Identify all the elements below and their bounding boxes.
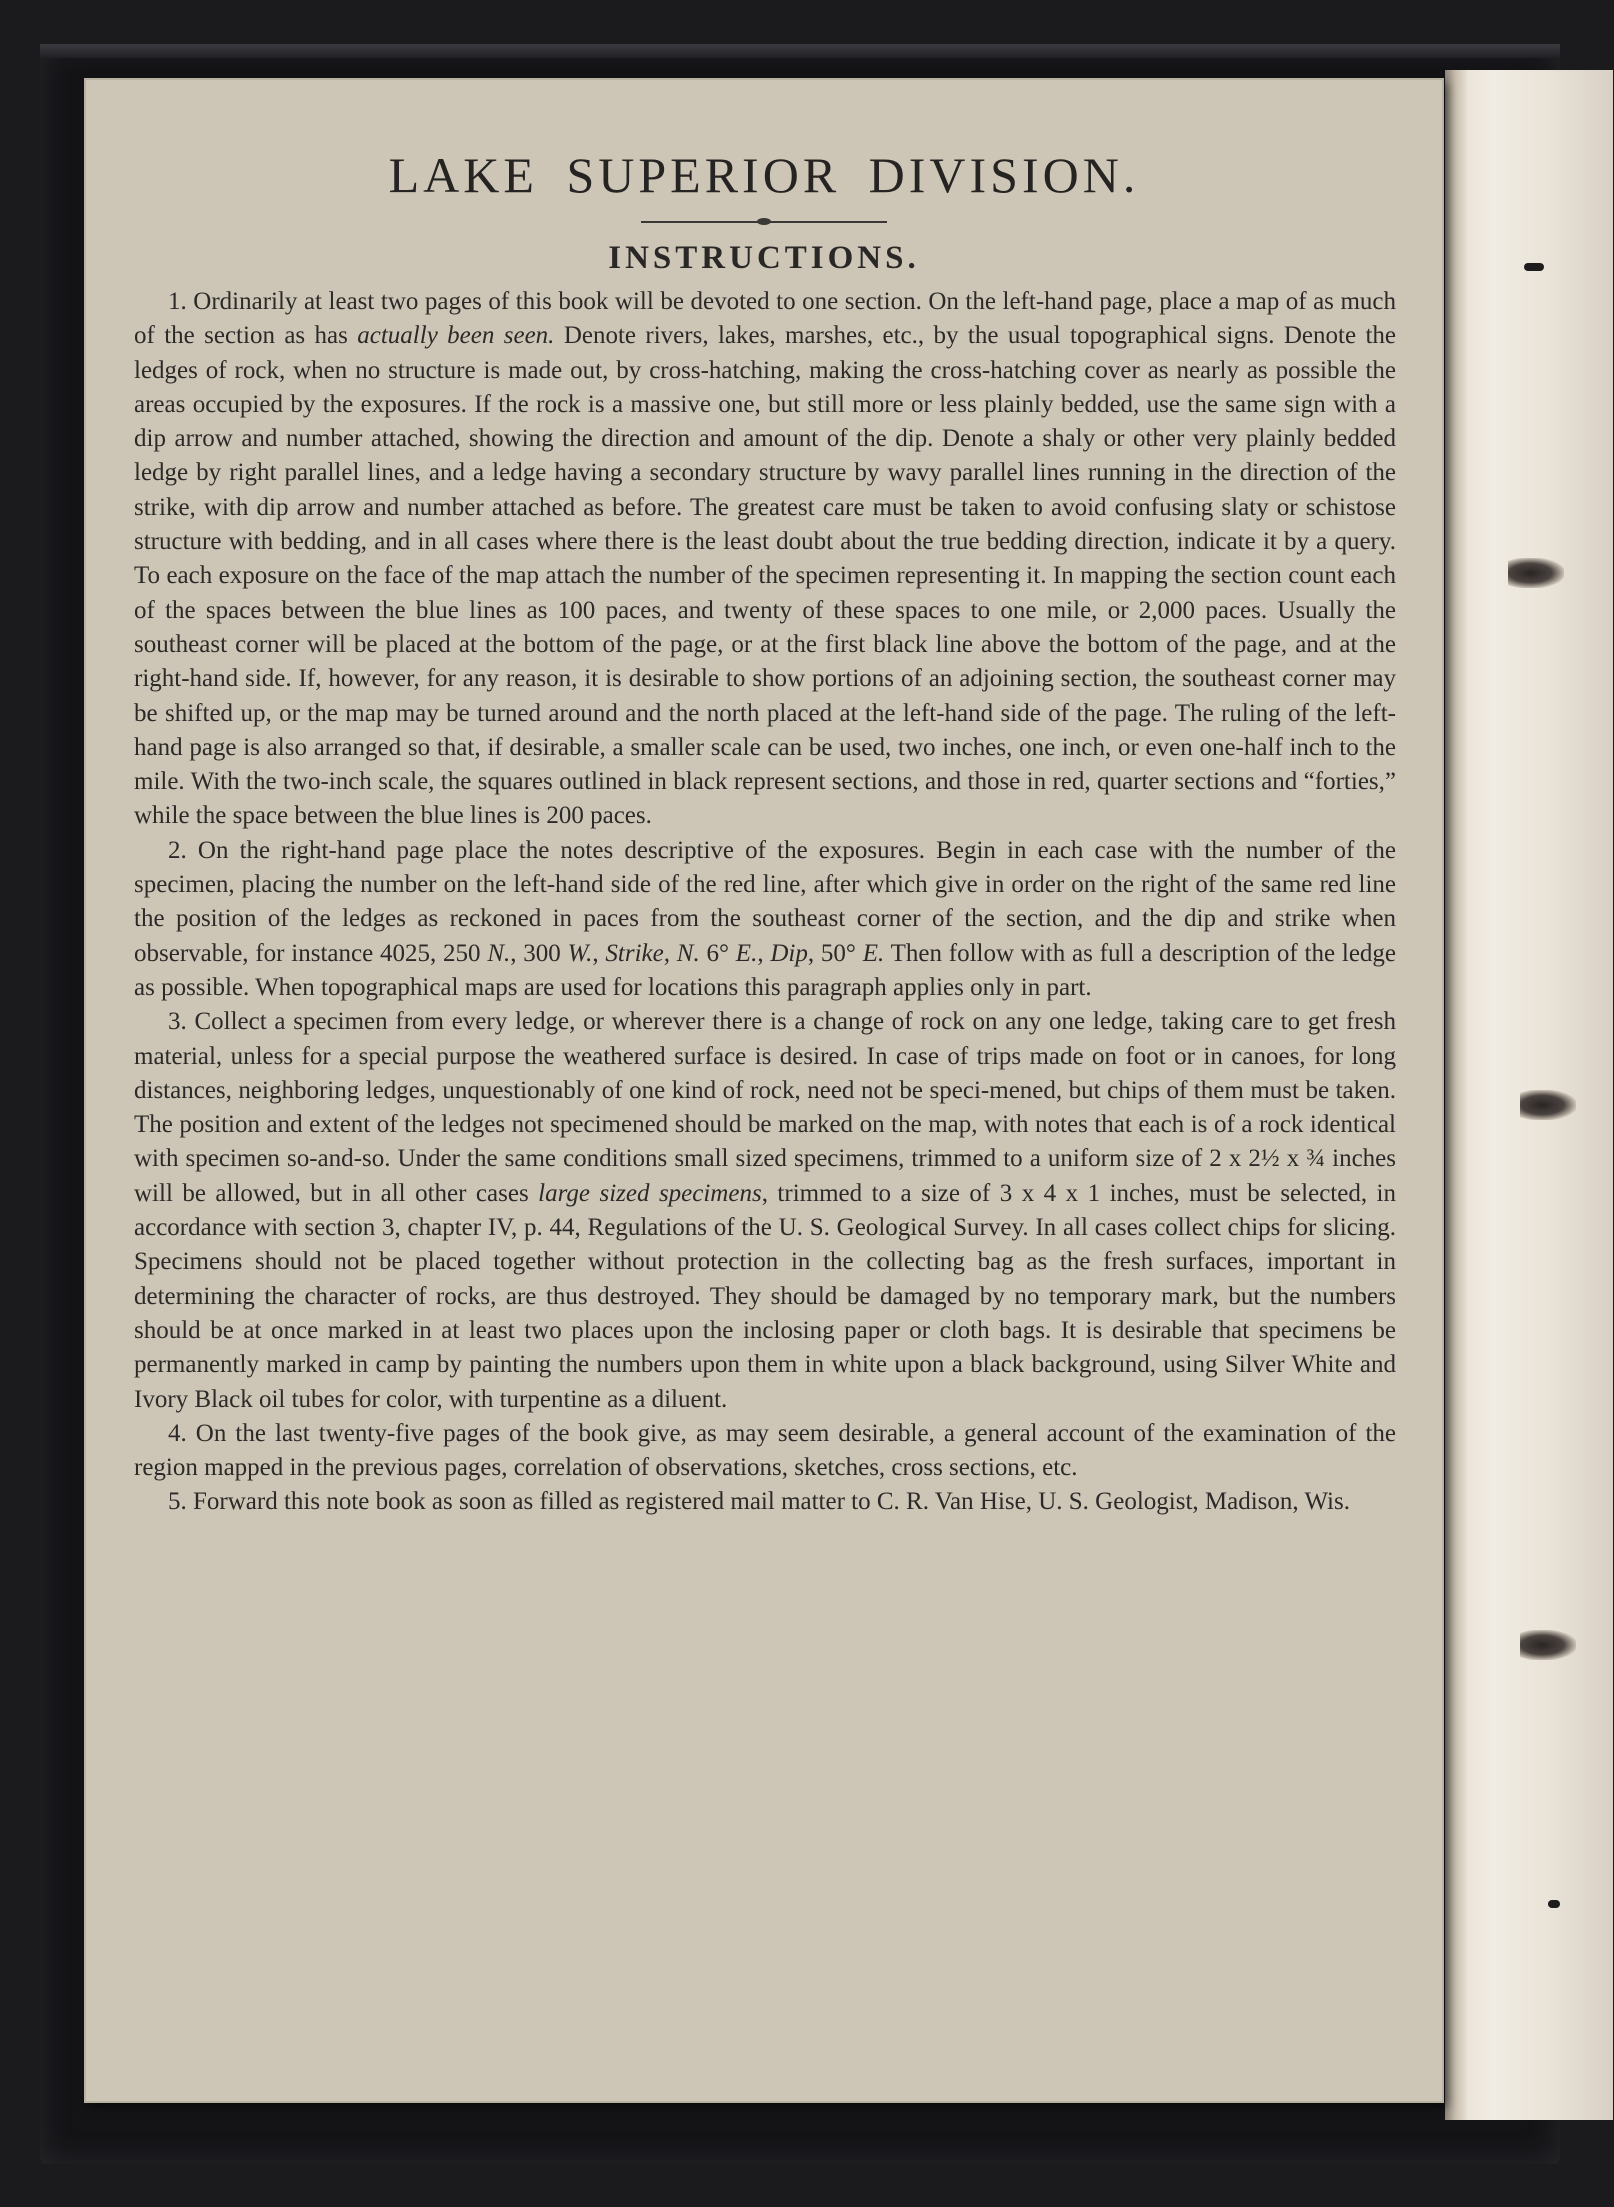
text-run: 1. Ordinarily at least two pages of this book will be devoted to one section. On the left-hand page, place a map of as much of the section as has <box>134 288 1396 350</box>
section-heading: INSTRUCTIONS. <box>608 240 920 276</box>
binding-thread <box>1520 1090 1576 1120</box>
italic-text-run: actually been seen. <box>357 322 555 350</box>
instruction-paragraph <box>134 1417 1396 1486</box>
text-run: 2. On the right-hand page place the notes descriptive of the exposures. Begin in each case with the number of the specimen, placing the number on the left-hand side of the red line, after which give in order on the right of the same red line the position of the ledges as reckoned in paces from the southeast corner of the section, and the dip and strike when observable, for instance 4025, 250 <box>134 836 1396 967</box>
text-run: 3. Collect a specimen from every ledge, or wherever there is a change of rock on any one ledge, taking care to get fresh material, unless for a special purpose the weathered surface is desired. In case of trips made on foot or in canoes, for long distances, neighboring ledges, unquestionably of one kind of rock, need not be speci-mened, but chips of them must be taken. The position and extent of the ledges not specimened should be marked on the map, with notes that each is of a rock identical with specimen so-and-so. Under the same conditions small sized specimens, trimmed to a uniform size of 2 x 2½ x ¾ inches will be allowed, but in all other cases <box>134 1008 1396 1207</box>
italic-text-run: W. <box>567 939 593 967</box>
italic-text-run: large sized specimens <box>538 1179 762 1207</box>
italic-text-run: N. <box>487 939 511 967</box>
binding-hole-mark <box>1548 1900 1560 1908</box>
text-run: 5. Forward this note book as soon as filled as registered mail matter to C. R. Van Hise, U. S. Geologist, Madison, Wis. <box>168 1488 1350 1516</box>
text-run: , <box>757 939 771 967</box>
italic-text-run: Dip <box>770 939 808 967</box>
binding-thread <box>1520 1630 1576 1660</box>
binding-hole-mark <box>1524 263 1544 271</box>
binding-thread <box>1508 558 1564 588</box>
instruction-paragraph <box>134 834 1396 1005</box>
text-run: 4. On the last twenty-five pages of the book give, as may seem desirable, a general account of the examination of the region mapped in the previous pages, correlation of observations, sketches, cross sections, etc. <box>134 1419 1396 1482</box>
text-run: Then follow with as full a description of the ledge as possible. When topographical maps are used for locations this paragraph applies only in part. <box>134 939 1397 1001</box>
page-title: LAKE SUPERIOR DIVISION. <box>388 147 1140 203</box>
instruction-paragraph <box>134 285 1396 834</box>
instruction-paragraph <box>134 1485 1396 1519</box>
instruction-paragraph <box>134 1005 1396 1417</box>
italic-text-run: Strike, N. <box>605 939 700 967</box>
text-run: 6° <box>699 939 736 967</box>
title-divider-ornament <box>757 218 771 225</box>
italic-text-run: E. <box>862 939 885 967</box>
instructions-sheet <box>84 78 1444 2103</box>
text-run: , 50° <box>807 939 863 967</box>
text-run: , 300 <box>510 939 568 967</box>
text-run: , trimmed to a size of 3 x 4 x 1 inches, must be selected, in accordance with section 3, chapter IV, p. 44, Regulations of the U. S. Geological Survey. In all cases collect chips for slicing. Specimens should not be placed together without protection in the collecting bag as the fresh surfaces, important in determining the character of rocks, are thus destroyed. They should be damaged by no temporary mark, but the numbers should be at once marked in at least two places upon the inclosing paper or cloth bags. It is desirable that specimens be permanently marked in camp by painting the numbers upon them in white upon a black background, using Silver White and Ivory Black oil tubes for color, with turpentine as a diluent. <box>134 1179 1397 1413</box>
italic-text-run: E. <box>735 939 758 967</box>
instructions-body <box>134 285 1396 1520</box>
page-gutter <box>1445 70 1467 2120</box>
text-run: , <box>592 939 606 967</box>
cover-top-edge <box>40 44 1560 58</box>
text-run: Denote rivers, lakes, marshes, etc., by the usual topographical signs. Denote the ledges of rock, when no structure is made out, by cross-hatching, making the cross-hatching cover as nearly as possible the areas occupied by the exposures. If the rock is a massive one, but still more or less plainly bedded, use the same sign with a dip arrow and number attached, showing the direction and amount of the dip. Denote a shaly or other very plainly bedded ledge by right parallel lines, and a ledge having a secondary structure by wavy parallel lines running in the direction of the strike, with dip arrow and number attached as before. The greatest care must be taken to avoid confusing slaty or schistose structure with bedding, and in all cases where there is the least doubt about the true bedding direction, indicate it by a query. To each exposure on the face of the map attach the number of the specimen representing it. In mapping the section count each of the spaces between the blue lines as 100 paces, and twenty of these spaces to one mile, or 2,000 paces. Usually the southeast corner will be placed at the bottom of the page, or at the first black line above the bottom of the page, and at the right-hand side. If, however, for any reason, it is desirable to show portions of an adjoining section, the southeast corner may be shifted up, or the map may be turned around and the north placed at the left-hand side of the page. The ruling of the left-hand page is also arranged so that, if desirable, a smaller scale can be used, two inches, one inch, or even one-half inch to the mile. With the two-inch scale, the squares outlined in black represent sections, and those in red, quarter sections and “forties,” while the space between the blue lines is 200 paces. <box>134 322 1396 830</box>
